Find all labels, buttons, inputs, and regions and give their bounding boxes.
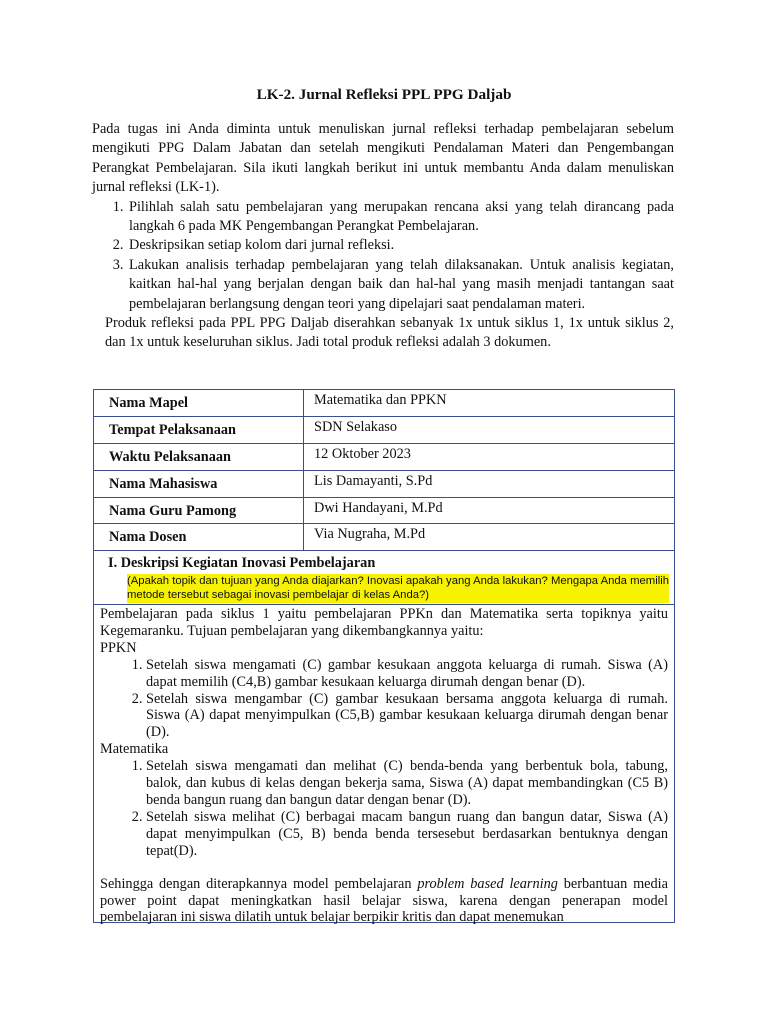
section-guiding-question: (Apakah topik dan tujuan yang Anda diajarkan? Inovasi apakah yang Anda lakukan? Mengapa Anda memilih metode tersebut sebagai inovasi pembelajar di kelas Anda?): [127, 575, 670, 602]
conclusion-text-b: berbantuan media power point dapat meningkatkan hasil belajar siswa, karena dengan penerapan model pembelajaran ini siswa dilatih untuk belajar berpikir kritis dan dapat menemukan: [100, 875, 668, 926]
page-title: LK-2. Jurnal Refleksi PPL PPG Daljab: [256, 86, 512, 103]
label-dosen: Nama Dosen: [94, 524, 304, 551]
matematika-list: [100, 758, 668, 859]
section-box: [93, 550, 675, 926]
section-opening: Pembelajaran pada siklus 1 yaitu pembelajaran PPKn dan Matematika serta topiknya yaitu Kegemaranku. Tujuan pembelajaran yang dikembangkannya yaitu:: [100, 606, 668, 639]
table-row: [94, 471, 675, 498]
table-row: [94, 444, 675, 471]
table-row: [94, 417, 675, 444]
label-tempat: Tempat Pelaksanaan: [94, 417, 304, 444]
section-body: [100, 606, 668, 926]
matematika-item: 1. Setelah siswa mengamati dan melihat (C) benda-benda yang berbentuk bola, tabung, balok, dan kubus di kelas dengan bekerja sama, Siswa (A) dapat membandingkan (C5 B) benda bangun ruang dan bangun datar dengan benar (D).: [146, 758, 668, 809]
ppkn-label: PPKN: [100, 639, 137, 656]
value-mapel: Matematika dan PPKN: [304, 390, 675, 417]
conclusion-model-name: problem based learning: [417, 875, 558, 892]
label-waktu: Waktu Pelaksanaan: [94, 444, 304, 471]
value-waktu: 12 Oktober 2023: [304, 444, 675, 471]
value-dosen: Via Nugraha, M.Pd: [304, 524, 675, 551]
table-row: [94, 524, 675, 551]
ppkn-list: [100, 657, 668, 742]
intro-section: [92, 120, 674, 353]
matematika-label: Matematika: [100, 741, 169, 758]
matematika-item: 2. Setelah siswa melihat (C) berbagai macam bangun ruang dan bangun datar, Siswa (A) dapat menyimpulkan (C5, B) benda benda tersesebut berdasarkan bentuknya dengan tepat(D).: [146, 809, 668, 860]
table-row: [94, 390, 675, 417]
spacer: [100, 860, 668, 876]
label-mapel: Nama Mapel: [94, 390, 304, 417]
value-mahasiswa: Lis Damayanti, S.Pd: [304, 471, 675, 498]
intro-paragraph: Pada tugas ini Anda diminta untuk menuliskan jurnal refleksi terhadap pembelajaran sebelum mengikuti PPG Dalam Jabatan dan setelah mengikuti Pendalaman Materi dan Pengembangan Perangkat Pembelajaran. Sila ikuti langkah berikut ini untuk membantu Anda dalam menuliskan jurnal refleksi (LK-1).: [92, 121, 674, 196]
value-tempat: SDN Selakaso: [304, 417, 675, 444]
info-table: [93, 389, 675, 551]
section-header: [94, 550, 674, 605]
label-guru-pamong: Nama Guru Pamong: [94, 498, 304, 524]
ppkn-item: 1. Setelah siswa mengamati (C) gambar kesukaan anggota keluarga di rumah. Siswa (A) dapat memilih (C4,B) gambar kesukaan keluarga dirumah dengan benar (D).: [146, 657, 668, 691]
label-mahasiswa: Nama Mahasiswa: [94, 471, 304, 498]
table-row: [94, 498, 675, 524]
section-title: I. Deskripsi Kegiatan Inovasi Pembelajaran: [108, 555, 376, 571]
step-item: 2. Deskripsikan setiap kolom dari jurnal refleksi.: [127, 236, 674, 255]
step-item: 1. Pilihlah salah satu pembelajaran yang merupakan rencana aksi yang telah dirancang pada langkah 6 pada MK Pengembangan Perangkat Pembelajaran.: [127, 198, 674, 237]
steps-list: [92, 198, 674, 314]
ppkn-item: 2. Setelah siswa mengambar (C) gambar kesukaan bersama anggota keluarga di rumah. Siswa (A) dapat menyimpulkan (C5,B) gambar kesukaan keluarga dirumah dengan benar (D).: [146, 691, 668, 742]
closing-paragraph: Produk refleksi pada PPL PPG Daljab diserahkan sebanyak 1x untuk siklus 1, 1x untuk siklus 2, dan 1x untuk keseluruhan siklus. Jadi total produk refleksi adalah 3 dokumen.: [105, 315, 674, 351]
conclusion-paragraph: [100, 876, 668, 927]
conclusion-text-a: Sehingga dengan diterapkannya model pembelajaran: [100, 875, 418, 892]
step-item: 3. Lakukan analisis terhadap pembelajaran yang telah dilaksanakan. Untuk analisis kegiatan, kaitkan hal-hal yang berjalan dengan baik dan hal-hal yang masih menjadi tantangan saat pembelajaran berlangsung dengan teori yang dipelajari saat pendalaman materi.: [127, 256, 674, 314]
value-guru-pamong: Dwi Handayani, M.Pd: [304, 498, 675, 524]
